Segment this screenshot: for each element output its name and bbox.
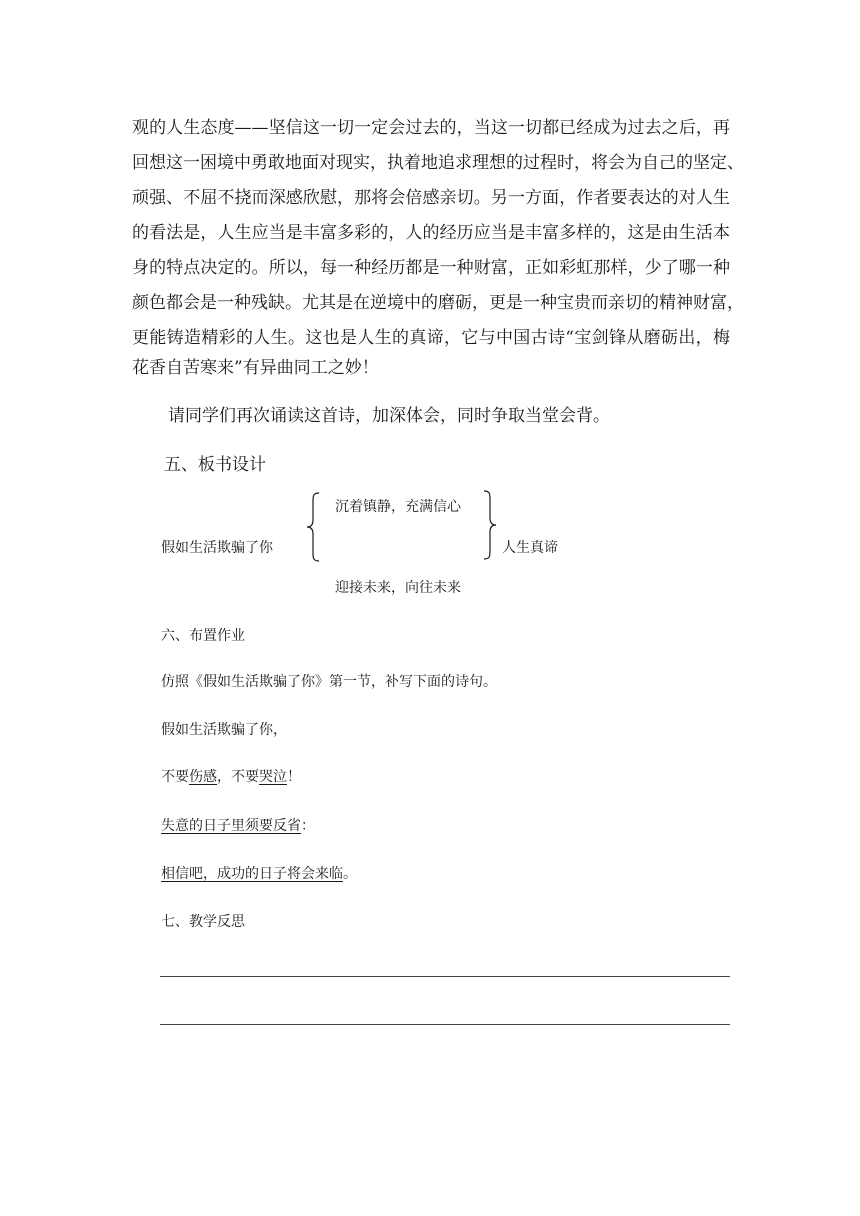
paragraph-line-8: 花香自苦寒来”有异曲同工之妙！ bbox=[132, 358, 379, 378]
poem-line-3-punct: ： bbox=[301, 818, 315, 834]
section7-heading: 七、教学反思 bbox=[161, 914, 245, 930]
reflection-line-2 bbox=[160, 1024, 730, 1025]
homework-instruction: 仿照《假如生活欺骗了你》第一节，补写下面的诗句。 bbox=[161, 674, 497, 690]
paragraph-line-2: 回想这一困境中勇敢地面对现实，执着地追求理想的过程时，将会为自己的坚定、 bbox=[132, 153, 744, 173]
poem-blank-1: 伤感 bbox=[189, 769, 217, 785]
poem-line-4 bbox=[161, 865, 357, 883]
board-left-label: 假如生活欺骗了你 bbox=[161, 540, 273, 556]
poem-line-2-part-c: ，不要 bbox=[217, 769, 259, 785]
section5-heading: 五、板书设计 bbox=[164, 455, 266, 475]
recite-instruction: 请同学们再次诵读这首诗，加深体会，同时争取当堂会背。 bbox=[168, 406, 610, 426]
poem-blank-3: 失意的日子里须要反省 bbox=[161, 818, 301, 834]
left-brace-icon bbox=[306, 492, 320, 562]
poem-line-1: 假如生活欺骗了你， bbox=[161, 722, 287, 738]
poem-line-2-part-a: 不要 bbox=[161, 769, 189, 785]
paragraph-line-7: 更能铸造精彩的人生。这也是人生的真谛，它与中国古诗“宝剑锋从磨砺出，梅 bbox=[132, 328, 730, 348]
poem-blank-4: 相信吧，成功的日子将会来临 bbox=[161, 866, 343, 882]
board-branch-top: 沉着镇静，充满信心 bbox=[335, 499, 461, 515]
poem-line-3 bbox=[161, 817, 315, 835]
poem-line-4-punct: 。 bbox=[343, 866, 357, 882]
section6-heading: 六、布置作业 bbox=[161, 628, 245, 644]
paragraph-line-5: 身的特点决定的。所以，每一种经历都是一种财富，正如彩虹那样，少了哪一种 bbox=[132, 258, 730, 278]
paragraph-line-6: 颜色都会是一种残缺。尤其是在逆境中的磨砺，更是一种宝贵而亲切的精神财富， bbox=[132, 293, 744, 313]
paragraph-line-1: 观的人生态度——坚信这一切一定会过去的，当这一切都已经成为过去之后，再 bbox=[132, 118, 730, 138]
poem-line-2 bbox=[161, 768, 301, 786]
paragraph-line-3: 顽强、不屈不挠而深感欣慰，那将会倍感亲切。另一方面，作者要表达的对人生 bbox=[132, 188, 730, 208]
reflection-line-1 bbox=[160, 976, 730, 977]
right-brace-icon bbox=[483, 490, 497, 560]
poem-line-2-part-e: ！ bbox=[287, 769, 301, 785]
board-branch-bottom: 迎接未来，向往未来 bbox=[335, 580, 461, 596]
paragraph-line-4: 的看法是，人生应当是丰富多彩的，人的经历应当是丰富多样的，这是由生活本 bbox=[132, 223, 730, 243]
poem-blank-2: 哭泣 bbox=[259, 769, 287, 785]
board-right-label: 人生真谛 bbox=[502, 540, 558, 556]
